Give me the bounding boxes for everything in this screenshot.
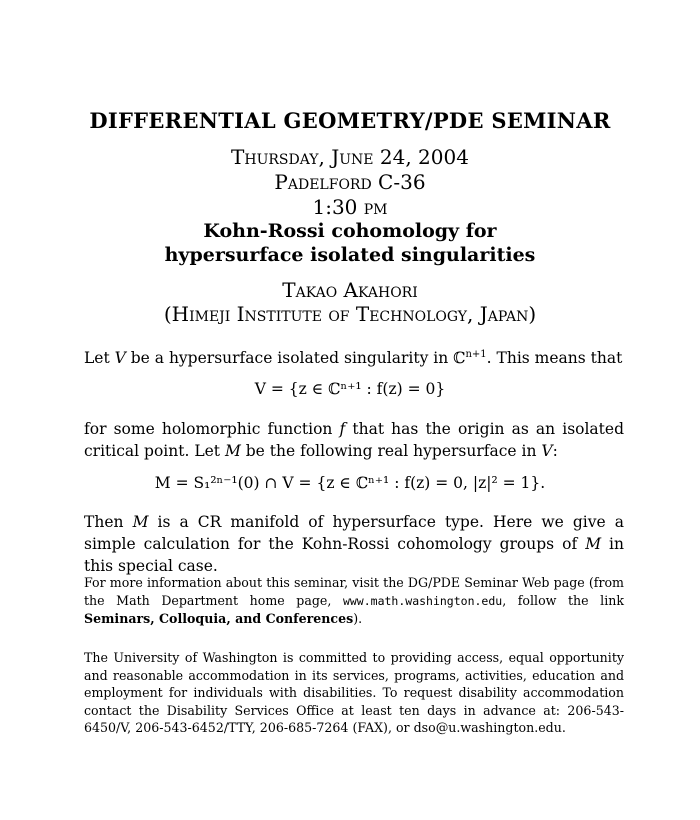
abstract-text: in this special case.: [84, 535, 624, 575]
seminar-title: DIFFERENTIAL GEOMETRY/PDE SEMINAR: [89, 108, 611, 133]
math-var: f: [339, 420, 346, 438]
abstract-paragraph-3: [84, 511, 624, 577]
abstract-text: be the following real hypersurface in: [240, 442, 542, 460]
math-superscript: n+1: [465, 349, 487, 360]
talk-title-line2: hypersurface isolated singularities: [164, 244, 536, 266]
abstract-text: Then: [84, 513, 133, 531]
seminar-time: 1:30 pm: [312, 195, 388, 219]
math-var: M: [132, 513, 149, 531]
abstract-text: that has the origin as an isolated critical point. Let: [84, 420, 625, 460]
abstract-text: is a CR manifold of hypersurface type. Here we give a simple calculation for the Kohn-Rossi cohomology groups of: [84, 513, 625, 553]
accessibility-notice: The University of Washington is committed to providing access, equal opportunity and reasonable accommodation in its services, programs, activities, education and employment for individuals with disabilities. To request disability accommodation contact the Disability Services Office at least ten days in advance at: 206-543-6450/V, 206-543-6452/TTY, 206-685-7264 (FAX), or dso@u.washington.edu.: [84, 650, 624, 735]
math-var: M: [585, 535, 602, 553]
math-var: V: [541, 442, 553, 460]
abstract-text: Let: [84, 349, 115, 368]
speaker-name: Takao Akahori: [282, 278, 418, 302]
more-info-paragraph: [84, 574, 624, 628]
abstract-text: for some holomorphic function: [84, 420, 340, 438]
info-text: ).: [353, 611, 363, 626]
seminars-link[interactable]: Seminars, Colloquia, and Conferences: [84, 611, 354, 626]
seminar-room: Padelford C-36: [274, 170, 426, 194]
department-url-link[interactable]: www.math.washington.edu: [342, 593, 503, 608]
abstract-paragraph-1: [84, 344, 624, 369]
equation-2: M = S₁²ⁿ⁻¹(0) ∩ V = {z ∈ ℂⁿ⁺¹ : f(z) = 0, |z|² = 1}.: [154, 474, 546, 492]
math-var: M: [224, 442, 241, 460]
abstract-paragraph-2: [84, 418, 624, 462]
speaker-affiliation: (Himeji Institute of Technology, Japan): [163, 302, 537, 326]
talk-title-line1: Kohn-Rossi cohomology for: [203, 220, 497, 242]
abstract-text: be a hypersurface isolated singularity in ℂ: [125, 349, 466, 368]
abstract-text: . This means that: [486, 349, 623, 368]
info-text: For more information about this seminar, visit the DG/PDE Seminar Web page (from the Math Department home page,: [84, 575, 624, 608]
abstract-text: :: [552, 442, 558, 460]
math-var: V: [114, 349, 126, 368]
equation-1: V = {z ∈ ℂⁿ⁺¹ : f(z) = 0}: [254, 380, 446, 398]
seminar-date: Thursday, June 24, 2004: [231, 145, 469, 169]
info-text: , follow the link: [502, 592, 624, 608]
